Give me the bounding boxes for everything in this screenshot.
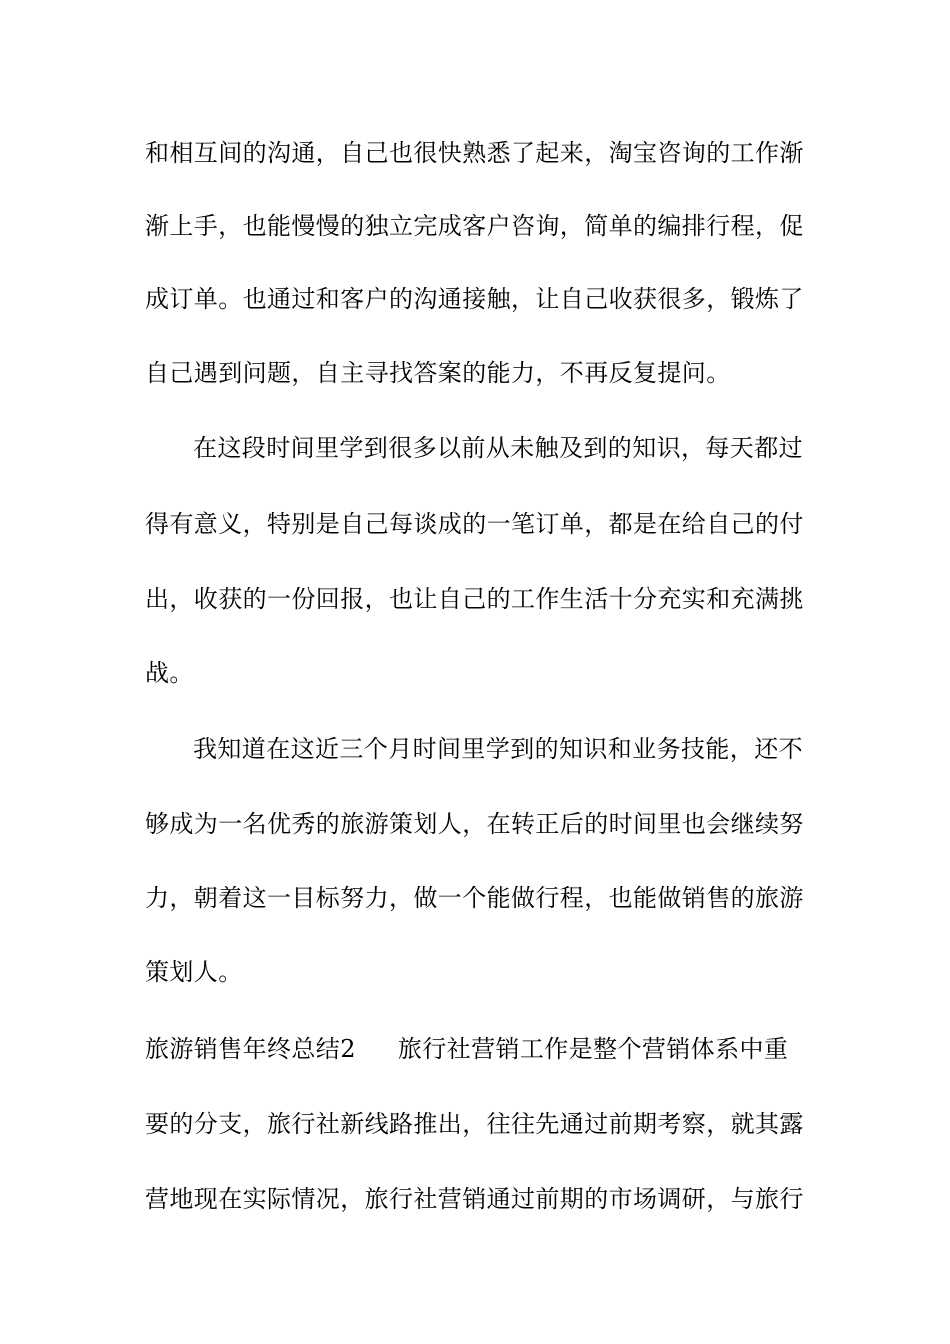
paragraph-2-line: 战。 (145, 659, 194, 687)
paragraph-1-line: 自己遇到问题，自主寻找答案的能力，不再反复提问。 (145, 359, 731, 387)
paragraph-1-line: 渐上手，也能慢慢的独立完成客户咨询，简单的编排行程，促 (145, 212, 804, 240)
document-body (145, 0, 810, 1344)
paragraph-2-line: 得有意义，特别是自己每谈成的一笔订单，都是在给自己的付 (145, 510, 804, 538)
paragraph-1-line: 成订单。也通过和客户的沟通接触，让自己收获很多，锻炼了 (145, 285, 804, 313)
paragraph-3-line: 够成为一名优秀的旅游策划人，在转正后的时间里也会继续努 (145, 810, 804, 838)
section-2-first-line-text: 旅行社营销工作是整个营销体系中重 (397, 1035, 789, 1063)
paragraph-3-line: 力，朝着这一目标努力，做一个能做行程，也能做销售的旅游 (145, 884, 804, 912)
paragraph-1-line: 和相互间的沟通，自己也很快熟悉了起来，淘宝咨询的工作渐 (145, 139, 804, 167)
paragraph-3-line: 策划人。 (145, 958, 243, 986)
paragraph-2-line: 出，收获的一份回报，也让自己的工作生活十分充实和充满挑 (145, 585, 804, 613)
section-2-line: 要的分支，旅行社新线路推出，往往先通过前期考察，就其露 (145, 1110, 804, 1138)
section-2-first-line (145, 1033, 788, 1065)
paragraph-3-line: 我知道在这近三个月时间里学到的知识和业务技能，还不 (193, 735, 803, 763)
section-2-title: 旅游销售年终总结2 (145, 1035, 356, 1063)
paragraph-2-line: 在这段时间里学到很多以前从未触及到的知识，每天都过 (193, 434, 803, 462)
section-2-line: 营地现在实际情况，旅行社营销通过前期的市场调研，与旅行 (145, 1185, 804, 1213)
